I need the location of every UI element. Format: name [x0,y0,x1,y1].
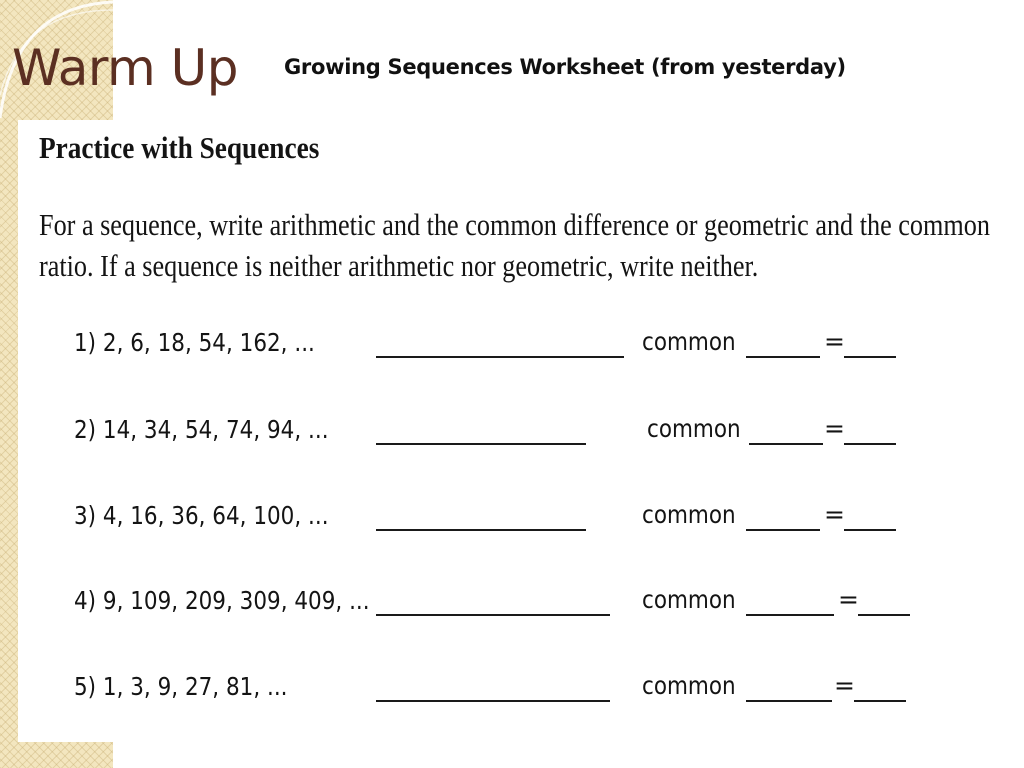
answer-blank [376,614,610,616]
common-type-blank [746,529,820,531]
common-label: common [647,414,741,443]
common-type-blank [746,356,820,358]
question-row-2 [18,407,1008,453]
worksheet-image [18,120,1008,742]
answer-blank [376,700,610,702]
question-row-5 [18,664,1008,710]
question-label: 3) 4, 16, 36, 64, 100, ... [74,501,329,530]
equals-sign: = [824,327,845,356]
slide-subtitle: Growing Sequences Worksheet (from yesterday) [284,55,846,79]
answer-blank [376,443,586,445]
common-value-blank [844,356,896,358]
common-label: common [642,500,736,529]
equals-sign: = [824,500,845,529]
common-type-blank [746,700,832,702]
equals-sign: = [824,414,845,443]
common-type-blank [746,614,834,616]
question-label: 1) 2, 6, 18, 54, 162, ... [74,328,315,357]
question-label: 2) 14, 34, 54, 74, 94, ... [74,415,329,444]
instruction-line: For a sequence, write arithmetic and the common difference or geometric and the common [39,207,990,242]
common-value-blank [844,529,896,531]
answer-blank [376,529,586,531]
common-value-blank [854,700,906,702]
answer-blank [376,356,624,358]
question-row-1 [18,320,1008,366]
question-row-3 [18,493,1008,539]
instruction-line: ratio. If a sequence is neither arithmetic nor geometric, write neither. [39,248,759,283]
equals-sign: = [838,585,859,614]
question-label: 4) 9, 109, 209, 309, 409, ... [74,586,370,615]
common-value-blank [858,614,910,616]
common-type-blank [749,443,823,445]
common-label: common [642,327,736,356]
common-value-blank [844,443,896,445]
question-label: 5) 1, 3, 9, 27, 81, ... [74,672,288,701]
worksheet-instructions [39,204,990,286]
common-label: common [642,585,736,614]
equals-sign: = [834,671,855,700]
worksheet-heading: Practice with Sequences [39,130,320,165]
common-label: common [642,671,736,700]
question-row-4 [18,578,1008,624]
slide-title: Warm Up [12,39,238,97]
